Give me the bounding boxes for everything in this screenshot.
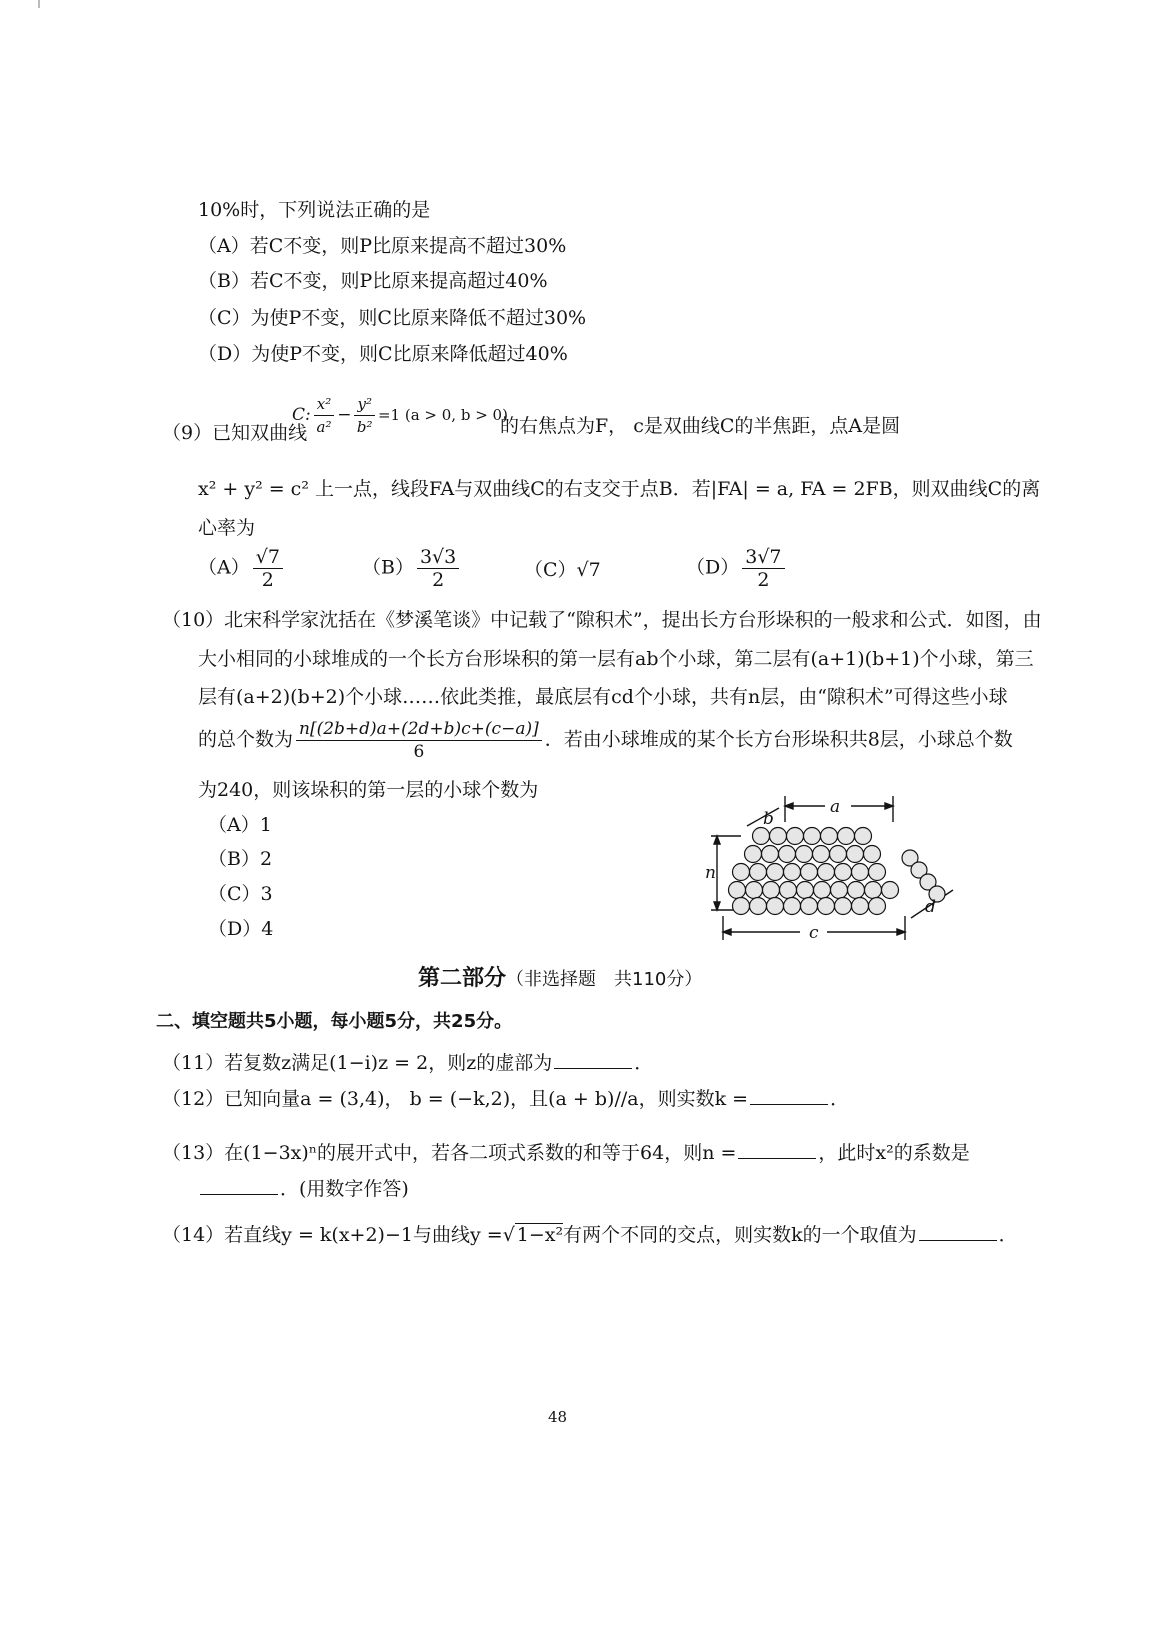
q9-frac-x: $\frac{\text{x²}}{\text{a²}}$ bbox=[314, 393, 334, 438]
ball bbox=[804, 828, 821, 845]
ball bbox=[784, 898, 801, 915]
q9-option-b bbox=[362, 546, 462, 591]
stacked-balls-figure bbox=[705, 792, 960, 947]
ball bbox=[835, 898, 852, 915]
q14-text-mid: 有两个不同的交点，则实数k的一个取值为 bbox=[563, 1224, 917, 1246]
ball bbox=[865, 882, 882, 899]
ball bbox=[729, 882, 746, 899]
ball bbox=[767, 898, 784, 915]
q9-option-a-label: （A） bbox=[198, 556, 250, 579]
q9-option-d-fraction: $\frac{3√7}{2}$ bbox=[742, 546, 784, 591]
ball bbox=[848, 882, 865, 899]
q9-line3: 心率为 bbox=[198, 517, 256, 539]
q8-option-c: （C）为使P不变，则C比原来降低不超过30% bbox=[198, 307, 587, 329]
ball bbox=[838, 828, 855, 845]
ball bbox=[762, 846, 779, 863]
q8-option-a: （A）若C不变，则P比原来提高不超过30% bbox=[198, 235, 567, 257]
q9-option-d bbox=[686, 546, 788, 591]
ball-pile bbox=[729, 828, 946, 915]
figure-label-c: c bbox=[809, 923, 819, 943]
q10-line3: 层有(a+2)(b+2)个小球……依此类推，最底层有cd个小球，共有n层，由“隙积术”可得这些小球 bbox=[198, 686, 1008, 708]
q8-option-d: （D）为使P不变，则C比原来降低超过40% bbox=[198, 343, 568, 365]
ball bbox=[831, 882, 848, 899]
ball bbox=[869, 898, 886, 915]
q10-line1: （10）北宋科学家沈括在《梦溪笔谈》中记载了“隙积术”，提出长方台形垛积的一般求和公式．如图，由 bbox=[162, 609, 1042, 631]
q8-option-b: （B）若C不变，则P比原来提高超过40% bbox=[198, 270, 548, 292]
ball bbox=[745, 846, 762, 863]
q9-option-d-label: （D） bbox=[686, 556, 740, 579]
q10-option-b: （B）2 bbox=[208, 848, 273, 870]
q13-text: （13）在(1−3x)ⁿ的展开式中，若各二项式系数的和等于64，则n = bbox=[162, 1142, 737, 1164]
q10-line4-post: ．若由小球堆成的某个长方台形垛积共8层，小球总个数 bbox=[544, 728, 1013, 751]
ball bbox=[864, 846, 881, 863]
ball bbox=[821, 828, 838, 845]
figure-label-b: b bbox=[763, 809, 774, 829]
q13-answer-blank-n[interactable] bbox=[738, 1140, 816, 1159]
ball bbox=[733, 898, 750, 915]
page-number: 48 bbox=[548, 1408, 568, 1426]
q14: （14）若直线y = k(x+2)−1与曲线y =√ 1−x²有两个不同的交点，则实数k的一个取值为 ． bbox=[162, 1224, 1018, 1246]
figure-label-d: d bbox=[925, 897, 936, 917]
ball bbox=[882, 882, 899, 899]
part2-title-sub: （非选择题 共110分） bbox=[506, 969, 703, 990]
ball bbox=[780, 882, 797, 899]
ball bbox=[767, 864, 784, 881]
ball bbox=[835, 864, 852, 881]
ball bbox=[801, 898, 818, 915]
ball bbox=[750, 898, 767, 915]
q9-hyperbola-equation: C: $\frac{\text{x²}}{\text{a²}}$ − $\frac{\text{y²}}{\text{b²}}$ =1 (a > 0, b > 0) bbox=[292, 395, 508, 436]
q10-option-a: （A）1 bbox=[208, 814, 272, 836]
q13-line2: ．(用数字作答) bbox=[198, 1176, 409, 1202]
ball bbox=[869, 864, 886, 881]
ball bbox=[779, 846, 796, 863]
section2-heading: 二、填空题共5小题，每小题5分，共25分。 bbox=[156, 1011, 513, 1032]
q9-line2: x² + y² = c² 上一点，线段FA与双曲线C的右支交于点B．若|FA| = a, FA = 2FB，则双曲线C的离 bbox=[198, 478, 1041, 500]
q10-option-c: （C）3 bbox=[208, 883, 273, 905]
q10-formula: $\frac{n[(2b+d)a+(2d+b)c+(c-a)]}{6}$ bbox=[296, 718, 542, 763]
q11: （11）若复数z满足(1−i)z = 2，则z的虚部为 ． bbox=[162, 1052, 654, 1074]
q12-answer-blank[interactable] bbox=[750, 1086, 828, 1105]
figure-label-n: n bbox=[705, 863, 716, 883]
q9-text1: 的右焦点为F， c是双曲线C的半焦距，点A是圆 bbox=[500, 415, 901, 437]
ball bbox=[855, 828, 872, 845]
q12-text: （12）已知向量a = (3,4)， b = (−k,2)，且(a + b)//a，则实数k = bbox=[162, 1088, 749, 1110]
ball bbox=[801, 864, 818, 881]
q9-option-b-fraction: $\frac{3√3}{2}$ bbox=[417, 546, 459, 591]
q10-line5: 为240，则该垛积的第一层的小球个数为 bbox=[198, 779, 539, 801]
ball bbox=[847, 846, 864, 863]
ball bbox=[797, 882, 814, 899]
q14-sqrt-body: 1−x² bbox=[516, 1224, 564, 1246]
part2-title bbox=[418, 961, 702, 992]
ball bbox=[750, 864, 767, 881]
q14-answer-blank[interactable] bbox=[919, 1222, 997, 1241]
ball bbox=[770, 828, 787, 845]
q10-line2: 大小相同的小球堆成的一个长方台形垛积的第一层有ab个小球，第二层有(a+1)(b+1)个小球，第三 bbox=[198, 648, 1034, 670]
q9-frac-y: $\frac{\text{y²}}{\text{b²}}$ bbox=[354, 393, 375, 438]
q9-option-c bbox=[524, 557, 601, 583]
q11-answer-blank[interactable] bbox=[554, 1050, 632, 1069]
q9-eq-rest: =1 (a > 0, b > 0) bbox=[377, 406, 508, 424]
q11-text: （11）若复数z满足(1−i)z = 2，则z的虚部为 bbox=[162, 1052, 553, 1074]
ball bbox=[830, 846, 847, 863]
ball bbox=[787, 828, 804, 845]
ball bbox=[818, 898, 835, 915]
q9-number: （9）已知双曲线 bbox=[162, 422, 308, 444]
ball bbox=[753, 828, 770, 845]
q9-option-a bbox=[198, 546, 286, 591]
sqrt-icon: √ bbox=[502, 1224, 515, 1246]
q8-continuation: 10%时，下列说法正确的是 bbox=[198, 199, 431, 221]
ball bbox=[733, 864, 750, 881]
ball bbox=[763, 882, 780, 899]
q13 bbox=[162, 1140, 970, 1166]
ball bbox=[852, 898, 869, 915]
q13-text-mid: ，此时x²的系数是 bbox=[818, 1142, 970, 1164]
ball bbox=[852, 864, 869, 881]
scan-mark bbox=[38, 0, 40, 8]
q12: （12）已知向量a = (3,4)， b = (−k,2)，且(a + b)//a，则实数k = ． bbox=[162, 1088, 850, 1110]
figure-label-a: a bbox=[830, 797, 841, 817]
q10-option-d: （D）4 bbox=[208, 918, 274, 940]
q9-option-c-value: √7 bbox=[576, 559, 601, 581]
q9-option-c-label: （C） bbox=[524, 559, 577, 581]
q14-text: （14）若直线y = k(x+2)−1与曲线y = bbox=[162, 1224, 503, 1246]
q9-option-a-fraction: $\frac{√7}{2}$ bbox=[253, 546, 283, 591]
ball bbox=[813, 846, 830, 863]
ball bbox=[796, 846, 813, 863]
q9-c-prefix: C: bbox=[292, 405, 311, 425]
part2-title-main: 第二部分 bbox=[418, 966, 507, 991]
ball bbox=[784, 864, 801, 881]
q13-answer-blank-coefficient[interactable] bbox=[200, 1176, 278, 1195]
ball bbox=[818, 864, 835, 881]
q10-line4 bbox=[198, 718, 1013, 763]
q10-line4-pre: 的总个数为 bbox=[198, 728, 294, 751]
q9-option-b-label: （B） bbox=[362, 556, 414, 579]
ball bbox=[746, 882, 763, 899]
ball bbox=[814, 882, 831, 899]
